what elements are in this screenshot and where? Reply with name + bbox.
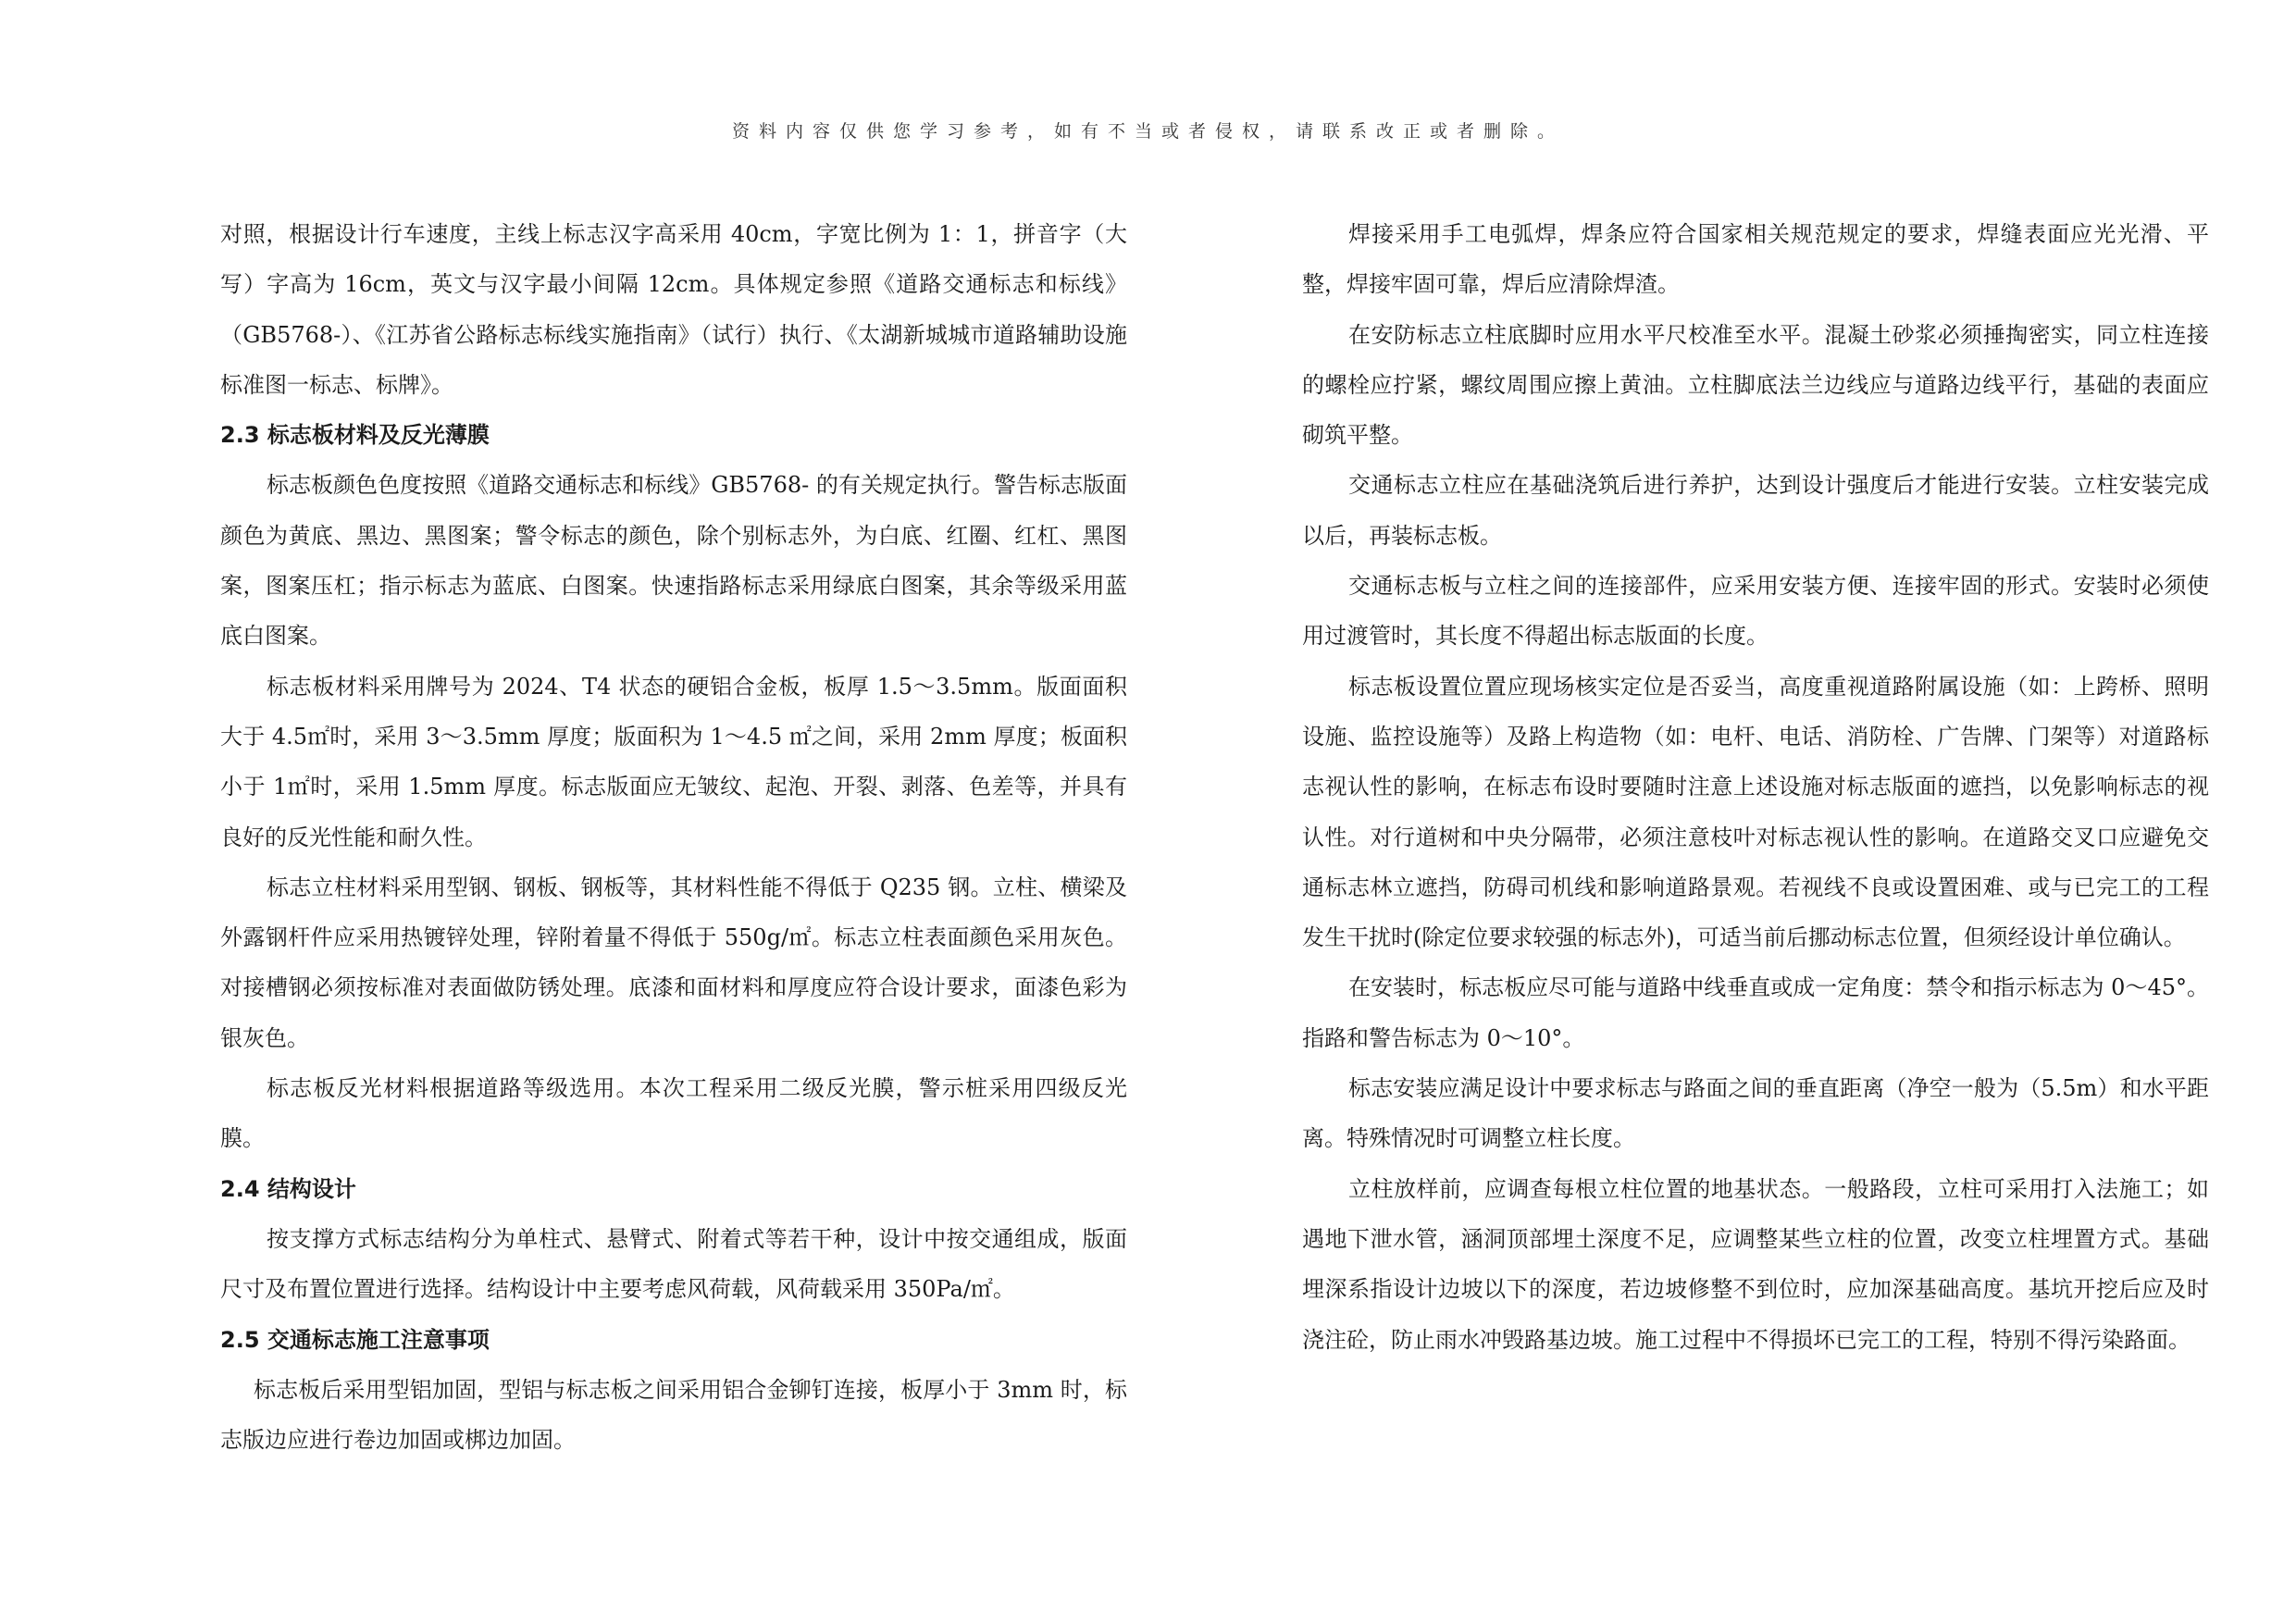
paragraph-intro: 对照，根据设计行车速度，主线上标志汉字高采用 40cm，字宽比例为 1：1，拼音字（大写）字高为 16cm，英文与汉字最小间隔 12cm。具体规定参照《道路交通标志和标线》（GB5768-）、《江苏省公路标志标线实施指南》（试行）执行、《太湖新城城市道路辅助设施标准图一标志、标牌》。 xyxy=(220,221,1127,398)
paragraph-sign-color: 标志板颜色色度按照《道路交通标志和标线》GB5768- 的有关规定执行。警告标志版面颜色为黄底、黑边、黑图案；警令标志的颜色，除个别标志外，为白底、红圈、红杠、黑图案，图案压杠；指示标志为蓝底、白图案。快速指路标志采用绿底白图案，其余等级采用蓝底白图案。 xyxy=(220,472,1127,650)
paragraph-reflective-film: 标志板反光材料根据道路等级选用。本次工程采用二级反光膜，警示桩采用四级反光膜。 xyxy=(220,1075,1127,1152)
left-column xyxy=(220,209,1127,1465)
section-heading-2-3: 2.3 标志板材料及反光薄膜 xyxy=(220,422,490,449)
right-column xyxy=(1302,209,2209,1365)
section-heading-2-5: 2.5 交通标志施工注意事项 xyxy=(220,1326,490,1353)
paragraph-structure-design: 按支撑方式标志结构分为单柱式、悬臂式、附着式等若干种，设计中按交通组成，版面尺寸及布置位置进行选择。结构设计中主要考虑风荷载，风荷载采用 350Pa/㎡。 xyxy=(220,1225,1127,1303)
paragraph-post-base: 在安防标志立柱底脚时应用水平尺校准至水平。混凝土砂浆必须捶掏密实，同立柱连接的螺栓应拧紧，螺纹周围应擦上黄油。立柱脚底法兰边线应与道路边线平行，基础的表面应砌筑平整。 xyxy=(1302,321,2209,449)
paragraph-connection: 交通标志板与立柱之间的连接部件，应采用安装方便、连接牢固的形式。安装时必须使用过渡管时，其长度不得超出标志版面的长度。 xyxy=(1302,573,2209,650)
paragraph-install-angle: 在安装时，标志板应尽可能与道路中线垂直或成一定角度：禁令和指示标志为 0～45°。指路和警告标志为 0～10°。 xyxy=(1302,974,2209,1051)
disclaimer-header: 资料内容仅供您学习参考，如有不当或者侵权，请联系改正或者删除。 xyxy=(731,121,1564,142)
paragraph-curing: 交通标志立柱应在基础浇筑后进行养护，达到设计强度后才能进行安装。立柱安装完成以后，再装标志板。 xyxy=(1302,472,2209,549)
paragraph-post-layout: 立柱放样前，应调查每根立柱位置的地基状态。一般路段，立柱可采用打入法施工；如遇地下泄水管，涵洞顶部埋土深度不足，应调整某些立柱的位置，改变立柱埋置方式。基础埋深系指设计边坡以下的深度，若边坡修整不到位时，应加深基础高度。基坑开挖后应及时浇注砼，防止雨水冲毁路基边坡。施工过程中不得损坏已完工的工程，特别不得污染路面。 xyxy=(1302,1175,2209,1353)
paragraph-welding: 焊接采用手工电弧焊，焊条应符合国家相关规范规定的要求，焊缝表面应光光滑、平整，焊接牢固可靠，焊后应清除焊渣。 xyxy=(1302,221,2209,298)
paragraph-sign-material: 标志板材料采用牌号为 2024、T4 状态的硬铝合金板，板厚 1.5～3.5mm。版面面积大于 4.5㎡时，采用 3～3.5mm 厚度；版面积为 1～4.5 ㎡之间，采用 2mm 厚度；板面积小于 1㎡时，采用 1.5mm 厚度。标志版面应无皱纹、起泡、开裂、剥落、色差等，并具有良好的反光性能和耐久性。 xyxy=(220,673,1127,850)
paragraph-clearance: 标志安装应满足设计中要求标志与路面之间的垂直距离（净空一般为（5.5m）和水平距离。特殊情况时可调整立柱长度。 xyxy=(1302,1075,2209,1152)
paragraph-sign-position: 标志板设置位置应现场核实定位是否妥当，高度重视道路附属设施（如：上跨桥、照明设施、监控设施等）及路上构造物（如：电杆、电话、消防栓、广告牌、门架等）对道路标志视认性的影响，在标志布设时要随时注意上述设施对标志版面的遮挡，以免影响标志的视认性。对行道树和中央分隔带，必须注意枝叶对标志视认性的影响。在道路交叉口应避免交通标志林立遮挡，防碍司机线和影响道路景观。若视线不良或设置困难、或与已完工的工程发生干扰时(除定位要求较强的标志外)，可适当前后挪动标志位置，但须经设计单位确认。 xyxy=(1302,673,2209,951)
paragraph-post-material: 标志立柱材料采用型钢、钢板、钢板等，其材料性能不得低于 Q235 钢。立柱、横梁及外露钢杆件应采用热镀锌处理，锌附着量不得低于 550g/㎡。标志立柱表面颜色采用灰色。对接槽钢必须按标准对表面做防锈处理。底漆和面材料和厚度应符合设计要求，面漆色彩为银灰色。 xyxy=(220,874,1127,1051)
section-heading-2-4: 2.4 结构设计 xyxy=(220,1175,356,1202)
paragraph-rivet-reinforcement: 标志板后采用型铝加固，型铝与标志板之间采用铝合金铆钉连接，板厚小于 3mm 时，标志版边应进行卷边加固或梆边加固。 xyxy=(220,1376,1127,1454)
